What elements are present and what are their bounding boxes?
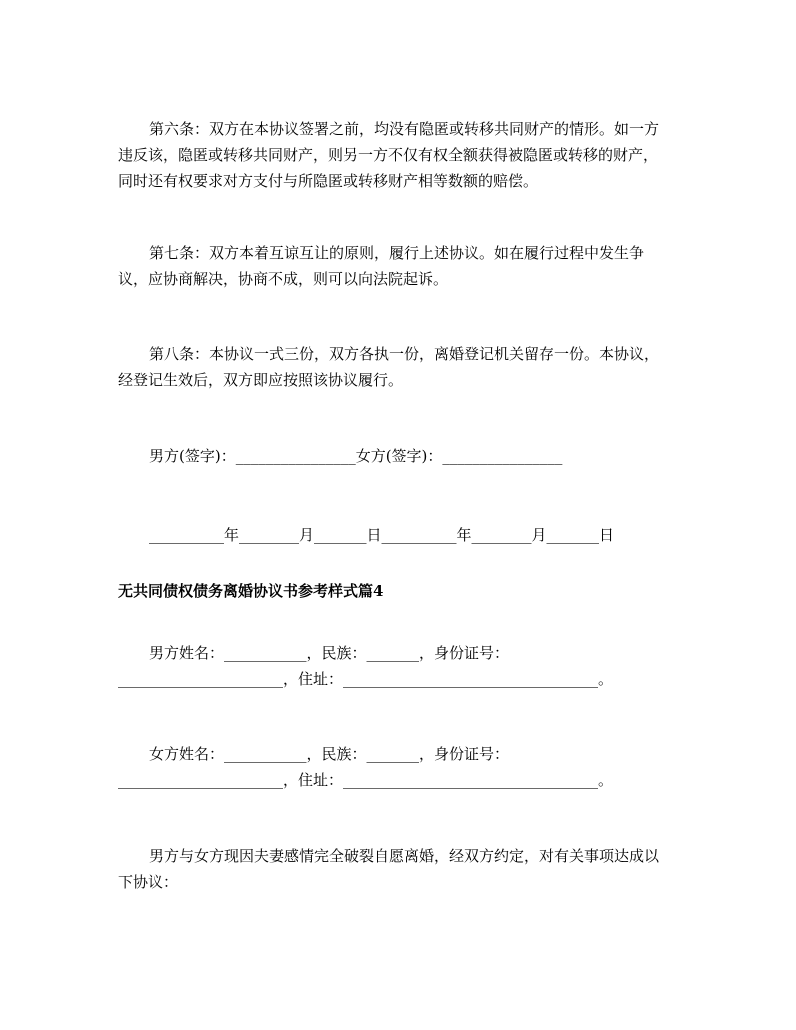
article-8-line-2: 经登记生效后，双方即应按照该协议履行。 xyxy=(118,371,404,389)
article-6-paragraph xyxy=(118,116,684,194)
intro-paragraph xyxy=(118,843,684,895)
section-heading: 无共同债权债务离婚协议书参考样式篇4 xyxy=(118,582,384,600)
article-8-paragraph xyxy=(118,341,684,393)
female-info-line-2: ______________________，住址：__________________________________。 xyxy=(118,771,614,789)
signature-paragraph xyxy=(118,443,684,469)
intro-line-2: 下协议： xyxy=(118,873,179,891)
date-line: __________年________月_______日__________年________月_______日 xyxy=(149,526,615,544)
intro-line-1: 男方与女方现因夫妻感情完全破裂自愿离婚，经双方约定，对有关事项达成以 xyxy=(149,847,660,865)
article-7-line-1: 第七条：双方本着互谅互让的原则，履行上述协议。如在履行过程中发生争 xyxy=(149,244,645,262)
date-paragraph xyxy=(118,522,684,548)
article-7-paragraph xyxy=(118,240,684,292)
signature-line: 男方(签字)：________________女方(签字)：________________ xyxy=(149,447,563,465)
article-6-line-3: 同时还有权要求对方支付与所隐匿或转移财产相等数额的赔偿。 xyxy=(118,172,539,190)
article-6-line-1: 第六条：双方在本协议签署之前，均没有隐匿或转移共同财产的情形。如一方 xyxy=(149,120,660,138)
article-7-line-2: 议，应协商解决，协商不成，则可以向法院起诉。 xyxy=(118,270,449,288)
female-info-paragraph xyxy=(118,741,684,793)
article-6-line-2: 违反该，隐匿或转移共同财产，则另一方不仅有权全额获得被隐匿或转移的财产， xyxy=(118,146,659,164)
male-info-line-2: ______________________，住址：__________________________________。 xyxy=(118,670,614,688)
female-info-line-1: 女方姓名：___________，民族：_______，身份证号： xyxy=(149,745,510,763)
article-8-line-1: 第八条：本协议一式三份，双方各执一份，离婚登记机关留存一份。本协议， xyxy=(149,345,660,363)
male-info-paragraph xyxy=(118,640,684,692)
male-info-line-1: 男方姓名：___________，民族：_______，身份证号： xyxy=(149,644,510,662)
